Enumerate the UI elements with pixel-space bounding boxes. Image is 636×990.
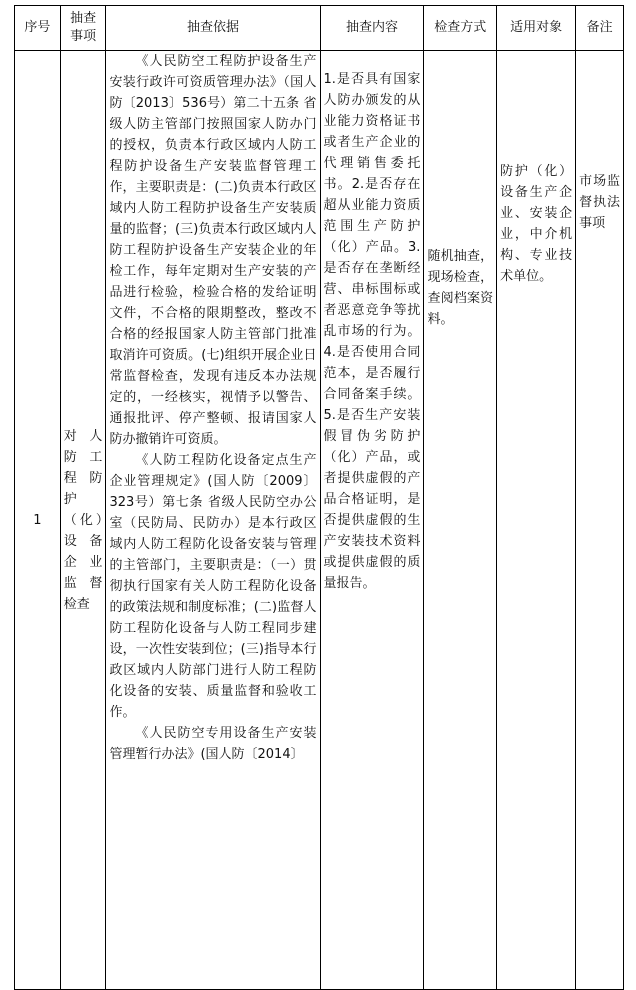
cell-content: 1.是否具有国家人防办颁发的从业能力资格证书或者生产企业的代理销售委托书。2.是否存在超从业能力资质范围生产防护（化）产品。3.是否存在垄断经营、串标围标或者恶意竞争等扰乱市场的行为。4.是否使用合同范本，是否履行合同备案手续。5.是否生产安装假冒伪劣防护（化）产品，或者提供虚假的产品合格证明，是否提供虚假的生产安装技术资料或提供虚假的质量报告。 <box>320 51 424 990</box>
header-method: 检查方式 <box>424 6 497 51</box>
basis-paragraph-2: 《人防工程防化设备定点生产企业管理规定》(国人防〔2009〕323号）第七条 省级人民防空办公室（民防局、民防办）是本行政区域内人防工程防化设备安装与管理的主管部门，主要职责是：（一）贯彻执行国家有关人防工程防化设备的政策法规和制度标准；(二)监督人防工程防化设备与人防工程同步建设，一次性安装到位；(三)指导本行政区域内人防部门进行人防工程防化设备的安装、质量监督和验收工作。 <box>109 453 317 720</box>
header-item: 抽查事项 <box>60 6 106 51</box>
cell-item: 对人防工程防护（化）设备企业监督检查 <box>60 51 106 990</box>
header-content: 抽查内容 <box>320 6 424 51</box>
header-index: 序号 <box>15 6 61 51</box>
basis-paragraph-3: 《人民防空专用设备生产安装管理暂行办法》(国人防〔2014〕 <box>109 726 317 762</box>
header-basis: 抽查依据 <box>106 6 320 51</box>
inspection-table <box>14 5 624 990</box>
header-target: 适用对象 <box>497 6 576 51</box>
header-note: 备注 <box>576 6 624 51</box>
cell-index: 1 <box>15 51 61 990</box>
basis-paragraph-1: 《人民防空工程防护设备生产安装行政许可资质管理办法》（国人防〔2013〕536号）第二十五条 省级人防主管部门按照国家人防办门的授权，负责本行政区域内人防工程防护设备生产安装监督管理工作，主要职责是：(二)负责本行政区域内人防工程防护设备生产安装质量的监督；(三)负责本行政区域内人防工程防护设备生产安装企业的年检工作，每年定期对生产安装的产品进行检验，检验合格的发给证明文件，不合格的限期整改，整改不合格的经报国家人防主管部门批准取消许可资质。(七)组织开展企业日常监督检查，发现有违反本办法规定的，一经核实，视情予以警告、通报批评、停产整顿、报请国家人防办撤销许可资质。 <box>109 54 317 447</box>
table-row <box>15 51 624 990</box>
cell-method: 随机抽查，现场检查，查阅档案资料。 <box>424 51 497 990</box>
cell-note: 市场监督执法事项 <box>576 51 624 990</box>
cell-target: 防护（化）设备生产企业、安装企业，中介机构、专业技术单位。 <box>497 51 576 990</box>
header-row <box>15 6 624 51</box>
cell-basis <box>106 51 320 990</box>
